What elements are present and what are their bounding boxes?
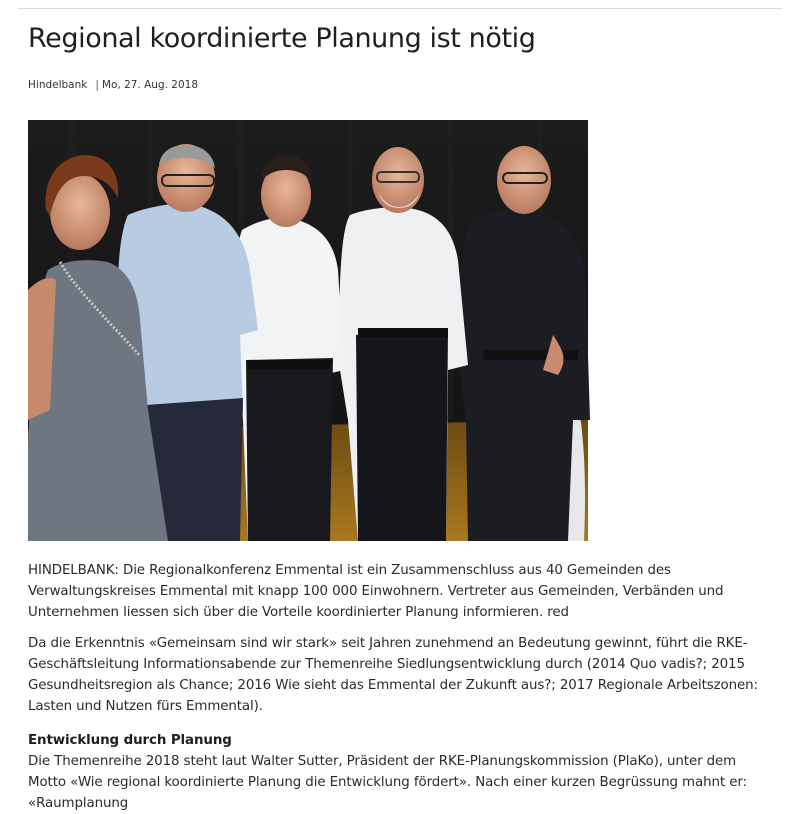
article-subheading: Entwicklung durch Planung: [28, 733, 232, 748]
article-body: [28, 560, 778, 814]
article-lead: HINDELBANK: Die Regionalkonferenz Emmental ist ein Zusammenschluss aus 40 Gemeinden des Verwaltungskreises Emmental mit knapp 100 000 Einwohnern. Vertreter aus Gemeinden, Verbänden und Unternehmen liessen sich über die Vorteile koordinierter Planung informieren. red: [28, 563, 724, 620]
article-location[interactable]: Hindelbank: [28, 79, 88, 91]
article-meta: [28, 77, 198, 93]
top-divider: [18, 8, 782, 9]
article-paragraph: Die Themenreihe 2018 steht laut Walter Sutter, Präsident der RKE-Planungskommission (PlaKo), unter dem Motto «Wie regional koordinierte Planung die Entwicklung fördert». Nach einer kurzen Begrüssung mahnt er: «Raumplanung: [28, 754, 747, 811]
article-photo[interactable]: [28, 120, 588, 541]
group-photo-illustration: [28, 120, 588, 541]
meta-separator: |: [95, 79, 99, 91]
article-paragraph: Da die Erkenntnis «Gemeinsam sind wir stark» seit Jahren zunehmend an Bedeutung gewinnt, führt die RKE-Geschäftsleitung Informationsabende zur Themenreihe Siedlungsentwicklung durch (2014 Quo vadis?; 2015 Gesundheitsregion als Chance; 2016 Wie sieht das Emmental der Zukunft aus?; 2017 Regionale Arbeitszonen: Lasten und Nutzen fürs Emmental).: [28, 636, 758, 714]
article-date: Mo, 27. Aug. 2018: [101, 79, 199, 91]
article-title: Regional koordinierte Planung ist nötig: [28, 23, 536, 54]
